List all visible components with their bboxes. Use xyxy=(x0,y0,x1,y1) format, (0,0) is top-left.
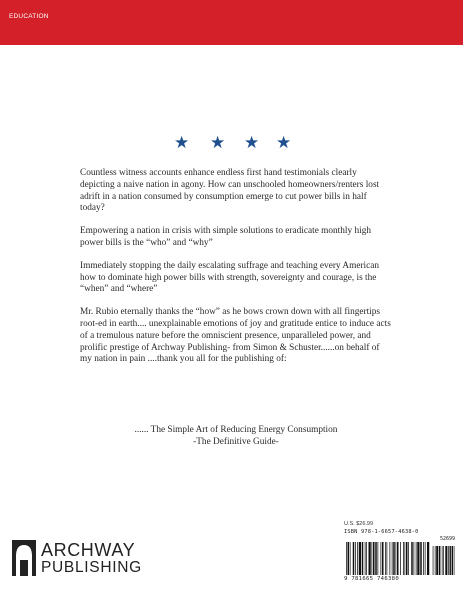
isbn-number: ISBN 978-1-6657-4638-0 xyxy=(344,529,419,535)
book-subtitle: -The Definitive Guide- xyxy=(193,436,279,447)
blurb-paragraph: Empowering a nation in crisis with simple solutions to eradicate monthly high power bills is the “who” and “why” xyxy=(80,226,371,248)
price-label: U.S. $26.99 xyxy=(344,521,374,527)
category-label: EDUCATION xyxy=(9,13,49,20)
star-rating xyxy=(0,133,463,153)
header-band xyxy=(0,0,463,45)
star-icon: ★ xyxy=(210,133,226,153)
blurb-paragraph: Immediately stopping the daily escalating suffrage and teaching every American how to dominate high power bills with strength, sovereignty and courage, is the “when” and “where” xyxy=(80,260,380,295)
star-icon: ★ xyxy=(244,133,260,153)
blurb-paragraph: Mr. Rubio eternally thanks the “how” as he bows crown down with all fingertips root-ed in earth.... unexplainable emotions of joy and gratitude entice to induce acts of a tremulous nature before the omniscient presence, unparalleled power, and prolific prestige of Archway Publishing- from Simon & Schuster......on behalf of my nation in pain ....thank you all for the publishing of: xyxy=(80,307,391,365)
publisher-logo xyxy=(12,540,162,580)
star-icon: ★ xyxy=(174,133,190,153)
addon-code: 52699 xyxy=(439,536,455,542)
book-title: ...... The Simple Art of Reducing Energy Consumption xyxy=(134,425,338,435)
publisher-name-line2: PUBLISHING xyxy=(41,559,142,576)
archway-logo-icon xyxy=(12,540,36,576)
star-icon: ★ xyxy=(276,133,292,153)
barcode-icon xyxy=(344,542,457,576)
blurb-paragraph: Countless witness accounts enhance endless first hand testimonials clearly depicting a naive nation in agony. How can unschooled homeowners/renters lost adrift in a nation consumed by consumption emerge to cut power bills in half today? xyxy=(80,168,380,214)
publisher-name-line1: ARCHWAY xyxy=(41,540,136,560)
book-title-block xyxy=(80,425,392,449)
barcode-block xyxy=(344,529,457,584)
ean-number: 9 781665 746380 xyxy=(344,576,400,582)
blurb xyxy=(80,168,392,377)
